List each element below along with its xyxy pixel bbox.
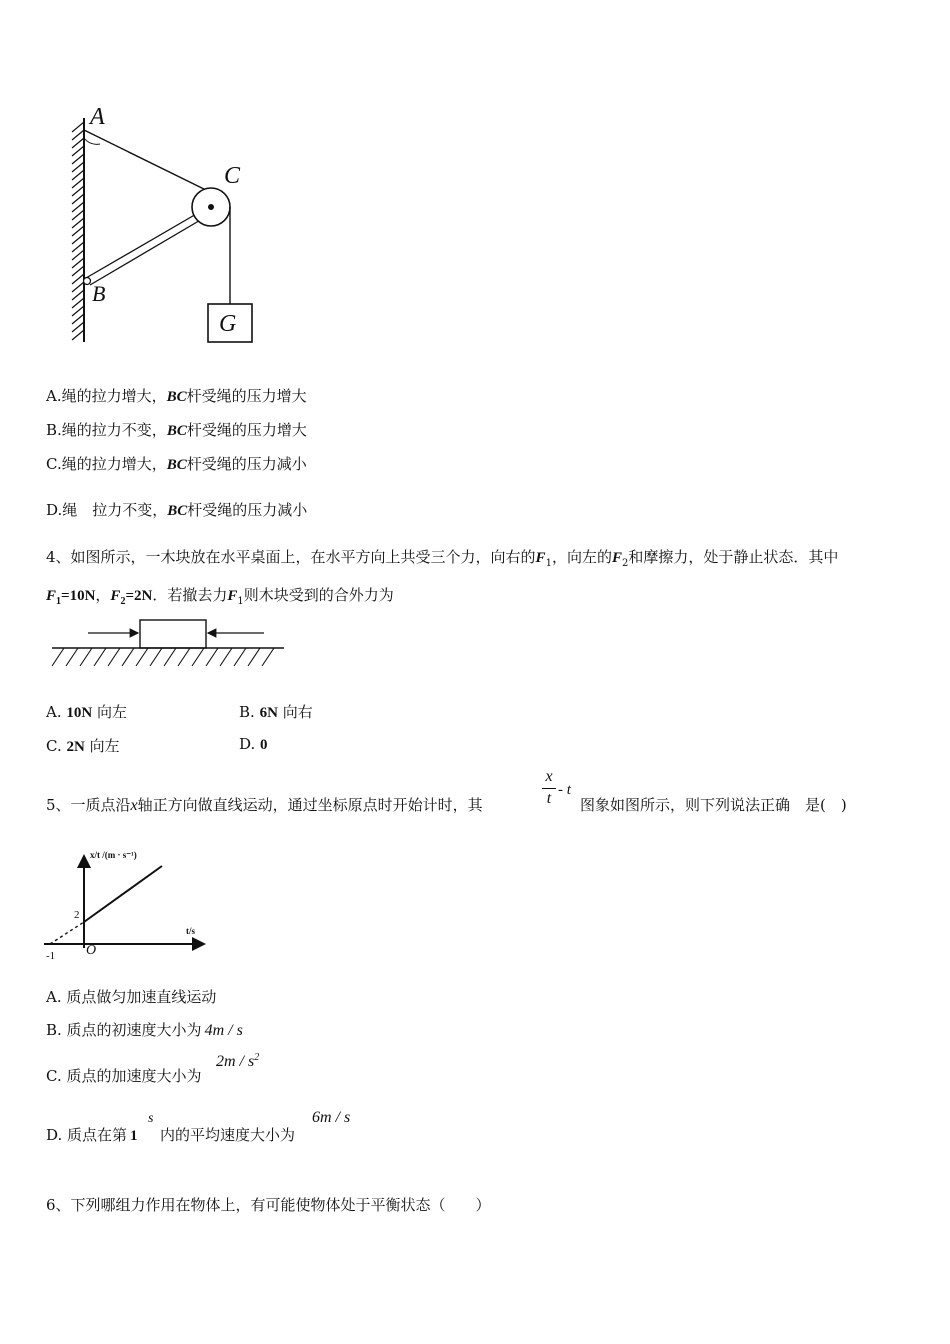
figure-pulley-system (60, 100, 290, 360)
rope-ac (84, 130, 210, 192)
q6-stem: 6、下列哪组力作用在物体上，有可能使物体处于平衡状态（ ） (46, 1196, 491, 1214)
q3-option-a[interactable]: A.绳的拉力增大，BC杆受绳的压力增大 (46, 387, 307, 405)
graph-ylabel: x/t /(m · s⁻¹) (90, 850, 137, 860)
q3-option-b[interactable]: B.绳的拉力不变，BC杆受绳的压力增大 (46, 421, 307, 439)
q5-option-d-s: s (148, 1111, 154, 1126)
block (140, 620, 206, 648)
q5-option-d-post: 内的平均速度大小为 (160, 1126, 296, 1144)
q5-stem: 5、一质点沿x轴正方向做直线运动，通过坐标原点时开始计时，其 (46, 796, 483, 814)
q4-option-d[interactable]: D. 0 (239, 735, 268, 753)
q5-option-b[interactable]: B. 质点的初速度大小为 4m / s (46, 1021, 243, 1039)
graph-extension-dashed (50, 922, 84, 944)
q5-fraction: x t (540, 768, 558, 809)
q5-option-d[interactable]: D. 质点在第 1 (46, 1126, 138, 1144)
q3-option-c[interactable]: C.绳的拉力增大，BC杆受绳的压力减小 (46, 455, 307, 473)
label-c: C (224, 163, 241, 189)
table-hatching (52, 648, 274, 666)
graph-xlabel: t/s (186, 926, 195, 936)
q4-option-a[interactable]: A. 10N 向左 (46, 703, 128, 721)
wall-hatching (72, 122, 84, 340)
graph-x-tick: -1 (46, 950, 56, 962)
q4-stem-line2: $F_1=10N$，$F_2=2N$．若撤去力$F_1$则木块受到的合外力为 (46, 586, 394, 607)
rod-bc (86, 206, 210, 278)
figure-xt-graph (40, 848, 210, 966)
q5-stem-end: 图象如图所示，则下列说法正确 是( ) (580, 796, 847, 814)
q4-stem-line1: 4、如图所示，一木块放在水平桌面上，在水平方向上共受三个力，向右的$F_1$，向左的$F_2$和摩擦力，处于静止状态．其中 (46, 548, 839, 569)
label-g: G (219, 311, 237, 337)
q4-option-b[interactable]: B. 6N 向右 (239, 703, 313, 721)
graph-y-tick: 2 (74, 909, 80, 921)
graph-line (84, 866, 162, 922)
q5-fraction-t: - t (558, 782, 571, 798)
q4-option-c[interactable]: C. 2N 向左 (46, 737, 120, 755)
q5-option-d-math: 6m / s (312, 1109, 351, 1126)
graph-origin: O (86, 943, 97, 958)
q5-option-c[interactable]: C. 质点的加速度大小为 (46, 1067, 202, 1085)
q5-option-a[interactable]: A. 质点做匀加速直线运动 (46, 988, 217, 1006)
q3-option-d[interactable]: D.绳 拉力不变，BC杆受绳的压力减小 (46, 501, 308, 519)
label-b: B (92, 281, 106, 306)
label-a: A (90, 104, 105, 130)
figure-block-on-table (48, 614, 288, 670)
q5-option-c-math: $2m / s^2$ (216, 1052, 260, 1070)
